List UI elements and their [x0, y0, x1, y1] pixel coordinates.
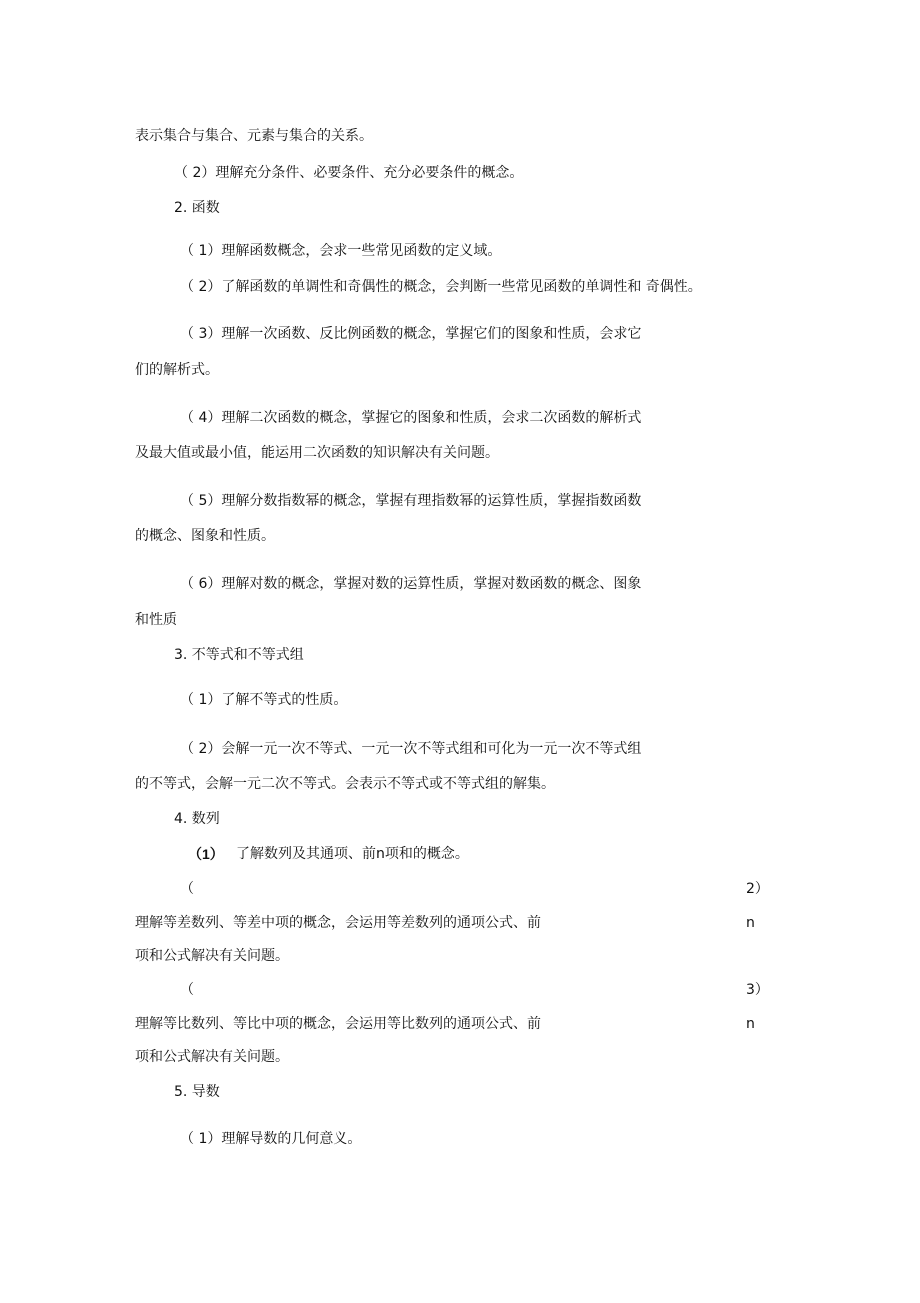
- section-heading: 4. 数列: [174, 811, 220, 827]
- text-fragment: n: [746, 915, 755, 931]
- text-line: （ 3）理解一次函数、反比例函数的概念，掌握它们的图象和性质，会求它: [180, 326, 642, 342]
- item-number: 2）: [746, 881, 769, 897]
- text-line: 了解数列及其通项、前n项和的概念。: [236, 846, 469, 862]
- section-heading: 3. 不等式和不等式组: [174, 647, 304, 663]
- item-number: 3）: [746, 982, 769, 998]
- text-line: （ 1）了解不等式的性质。: [180, 692, 348, 708]
- text-line: （ 4）理解二次函数的概念，掌握它的图象和性质，会求二次函数的解析式: [180, 410, 642, 426]
- text-line: 理解等差数列、等差中项的概念，会运用等差数列的通项公式、前: [135, 915, 541, 931]
- item-number: （1）: [188, 846, 224, 862]
- text-line: （ 5）理解分数指数幂的概念，掌握有理指数幂的运算性质，掌握指数函数: [180, 493, 642, 509]
- text-line: （ 2）会解一元一次不等式、一元一次不等式组和可化为一元一次不等式组: [180, 741, 642, 757]
- text-line: 项和公式解决有关问题。: [135, 1049, 289, 1065]
- text-line: （: [180, 982, 194, 998]
- text-line: （: [180, 881, 194, 897]
- text-line: （ 2）了解函数的单调性和奇偶性的概念，会判断一些常见函数的单调性和 奇偶性。: [180, 279, 702, 295]
- text-line: 表示集合与集合、元素与集合的关系。: [135, 128, 373, 144]
- text-line: 和性质: [135, 612, 177, 628]
- text-line: 理解等比数列、等比中项的概念，会运用等比数列的通项公式、前: [135, 1016, 541, 1032]
- text-line: 们的解析式。: [135, 362, 219, 378]
- text-line: （ 1）理解导数的几何意义。: [180, 1131, 362, 1147]
- text-line: （ 2）理解充分条件、必要条件、充分必要条件的概念。: [174, 165, 524, 181]
- text-line: 及最大值或最小值，能运用二次函数的知识解决有关问题。: [135, 445, 499, 461]
- text-fragment: n: [746, 1016, 755, 1032]
- section-heading: 2. 函数: [174, 200, 220, 216]
- section-heading: 5. 导数: [174, 1084, 220, 1100]
- text-line: 项和公式解决有关问题。: [135, 948, 289, 964]
- text-line: 的概念、图象和性质。: [135, 528, 275, 544]
- text-line: 的不等式，会解一元二次不等式。会表示不等式或不等式组的解集。: [135, 776, 555, 792]
- text-line: （ 1）理解函数概念，会求一些常见函数的定义域。: [180, 243, 502, 259]
- text-line: （ 6）理解对数的概念，掌握对数的运算性质，掌握对数函数的概念、图象: [180, 576, 642, 592]
